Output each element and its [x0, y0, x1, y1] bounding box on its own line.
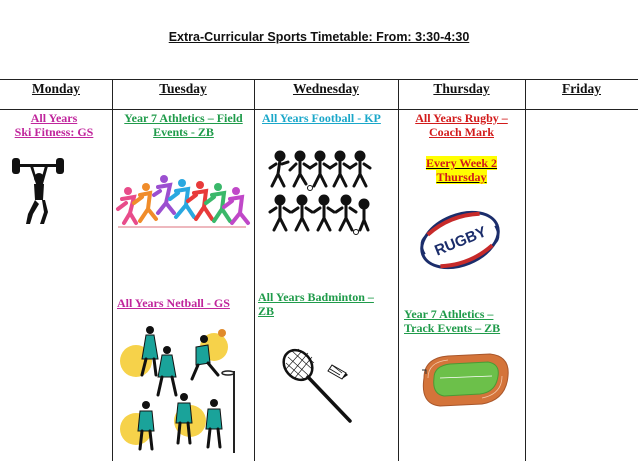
monday-activity: [0, 111, 108, 139]
thursday-activity-track-line2: Track Events – ZB: [404, 321, 501, 335]
tuesday-activity-athletics: [113, 111, 254, 139]
wednesday-activity-badminton: [258, 290, 374, 318]
netball-players-icon: [118, 325, 240, 453]
tuesday-activity-netball: All Years Netball - GS: [117, 296, 230, 310]
running-track-icon: [416, 350, 514, 410]
thursday-note-line2: Thursday: [436, 170, 487, 184]
thursday-activity-rugby-line2: Coach Mark: [429, 125, 494, 139]
header-wednesday: Wednesday: [292, 81, 360, 96]
thursday-note: [398, 156, 525, 184]
header-tuesday: Tuesday: [159, 81, 207, 96]
rugby-ball-text: RUGBY: [432, 223, 489, 260]
thursday-note-line1: Every Week 2: [425, 156, 498, 170]
table-top-border: [0, 79, 638, 80]
monday-activity-line1: All Years: [30, 111, 78, 125]
column-divider: [525, 79, 526, 461]
thursday-activity-rugby: [398, 111, 525, 139]
thursday-activity-track-line1: Year 7 Athletics –: [404, 307, 494, 321]
thursday-activity-rugby-line1: All Years Rugby –: [415, 111, 508, 125]
rugby-ball-icon: [418, 205, 502, 275]
footballers-icon: [270, 150, 372, 236]
header-monday: Monday: [31, 81, 80, 96]
header-bottom-border: [0, 109, 638, 110]
header-thursday: Thursday: [433, 81, 490, 96]
wednesday-activity-badminton-line1: All Years Badminton –: [258, 290, 374, 304]
badminton-racket-icon: [280, 345, 360, 427]
monday-activity-line2: Ski Fitness: GS: [14, 125, 94, 139]
wednesday-activity-football: All Years Football - KP: [262, 111, 381, 125]
thursday-activity-track: [404, 307, 500, 335]
wednesday-activity-badminton-line2: ZB: [258, 304, 275, 318]
weightlifter-icon: [10, 150, 70, 230]
tuesday-activity-athletics-line2: Events - ZB: [153, 125, 214, 139]
athletes-icon: [118, 165, 250, 235]
tuesday-activity-athletics-line1: Year 7 Athletics – Field: [124, 111, 243, 125]
header-friday: Friday: [562, 81, 601, 96]
column-divider: [254, 79, 255, 461]
page-title: Extra-Curricular Sports Timetable: From: 3:30-4:30: [168, 30, 470, 44]
